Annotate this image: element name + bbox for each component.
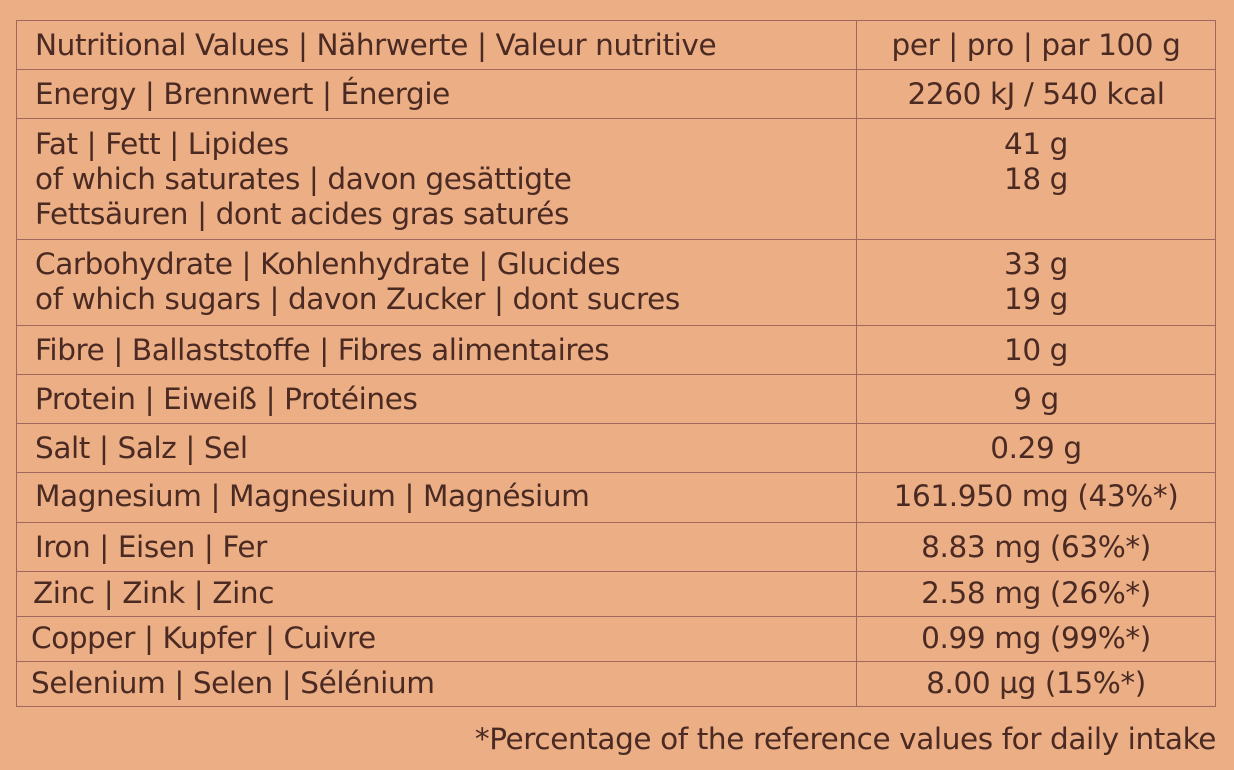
fibre-label: Fibre | Ballaststoffe | Fibres alimentaires: [17, 326, 857, 375]
magnesium-value: 161.950 mg (43%*): [857, 473, 1216, 523]
carbohydrate-value: [857, 240, 1216, 326]
header-value: per | pro | par 100 g: [857, 21, 1216, 70]
carbohydrate-label: [17, 240, 857, 326]
row-salt: [17, 424, 1216, 473]
fat-value-saturates: 18 g: [1003, 162, 1069, 196]
table-header-row: [17, 21, 1216, 70]
selenium-label: Selenium | Selen | Sélénium: [17, 662, 857, 707]
row-protein: [17, 375, 1216, 424]
row-fibre: [17, 326, 1216, 375]
row-copper: [17, 617, 1216, 662]
carbohydrate-label-line-1: Carbohydrate | Kohlenhydrate | Glucides: [35, 247, 621, 281]
energy-label: Energy | Brennwert | Énergie: [17, 70, 857, 119]
row-fat: [17, 119, 1216, 240]
fat-label-line-1: Fat | Fett | Lipides: [35, 127, 289, 161]
carbohydrate-value-total: 33 g: [1003, 247, 1069, 281]
row-carbohydrate: [17, 240, 1216, 326]
zinc-label: Zinc | Zink | Zinc: [17, 572, 857, 617]
fat-label-line-2: of which saturates | davon gesättigte: [35, 162, 572, 196]
fibre-value: 10 g: [857, 326, 1216, 375]
salt-value: 0.29 g: [857, 424, 1216, 473]
protein-value: 9 g: [857, 375, 1216, 424]
selenium-value: 8.00 µg (15%*): [857, 662, 1216, 707]
protein-label: Protein | Eiweiß | Protéines: [17, 375, 857, 424]
copper-value: 0.99 mg (99%*): [857, 617, 1216, 662]
row-magnesium: [17, 473, 1216, 523]
row-iron: [17, 523, 1216, 572]
header-label: Nutritional Values | Nährwerte | Valeur nutritive: [17, 21, 857, 70]
carbohydrate-label-line-2: of which sugars | davon Zucker | dont sucres: [35, 282, 680, 316]
row-energy: [17, 70, 1216, 119]
carbohydrate-value-sugars: 19 g: [1003, 282, 1069, 316]
nutrition-table-container: [16, 20, 1215, 707]
iron-label: Iron | Eisen | Fer: [17, 523, 857, 572]
fat-value: [857, 119, 1216, 240]
salt-label: Salt | Salz | Sel: [17, 424, 857, 473]
nutrition-table: [16, 20, 1216, 707]
fat-value-total: 41 g: [1003, 127, 1069, 161]
copper-label: Copper | Kupfer | Cuivre: [17, 617, 857, 662]
fat-label-line-3: Fettsäuren | dont acides gras saturés: [35, 197, 569, 231]
energy-value: 2260 kJ / 540 kcal: [857, 70, 1216, 119]
magnesium-label: Magnesium | Magnesium | Magnésium: [17, 473, 857, 523]
iron-value: 8.83 mg (63%*): [857, 523, 1216, 572]
zinc-value: 2.58 mg (26%*): [857, 572, 1216, 617]
row-zinc: [17, 572, 1216, 617]
fat-label: [17, 119, 857, 240]
footnote: *Percentage of the reference values for daily intake: [474, 722, 1216, 756]
row-selenium: [17, 662, 1216, 707]
